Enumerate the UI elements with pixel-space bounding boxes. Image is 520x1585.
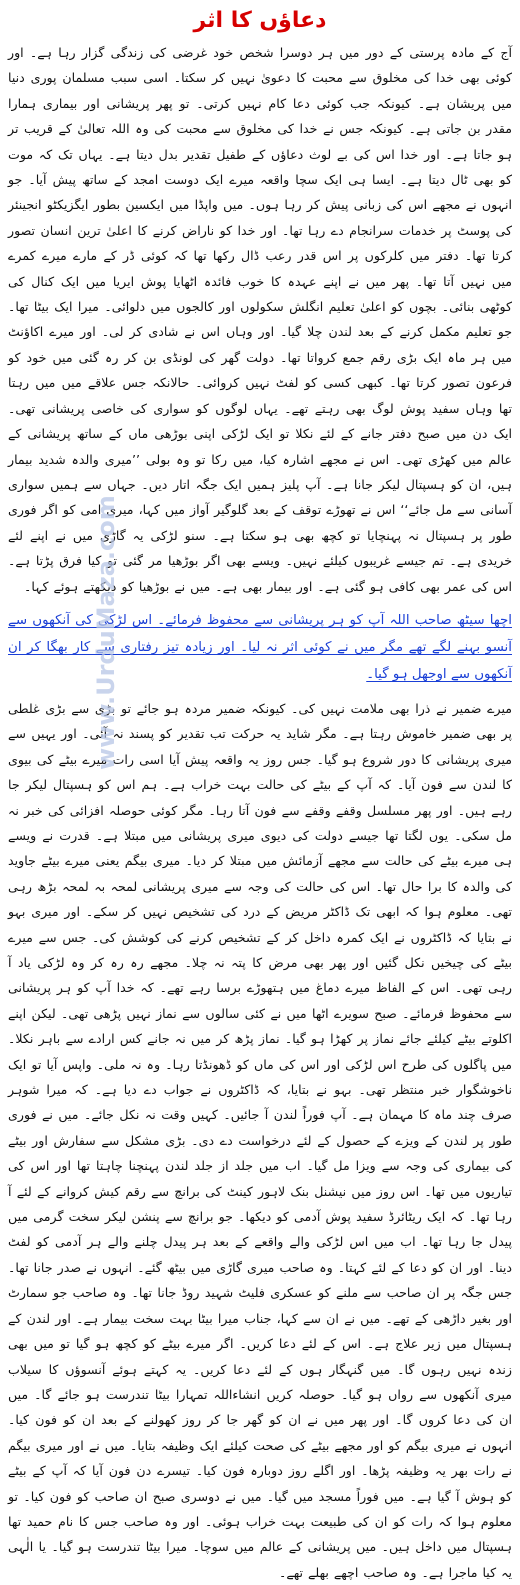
article-paragraph-2: میرے ضمیر نے ذرا بھی ملامت نہیں کی۔ کیونکہ ضمیر مردہ ہو جائے تو بڑی سے بڑی غلطی پر بھی ضمیر خاموش رہتا ہے۔ مگر شاید یہ حرکت تب تقدیر کو پسند نہ آئی۔ اور یہیں سے میری پریشانی کا دور شروع ہو گیا۔ جس روز یہ واقعہ پیش آیا اسی رات میرے بیٹے کی بیوی کا لندن سے فون آیا۔ کہ آپ کے بیٹے کی حالت بہت خراب ہے۔ ہم اس کو ہسپتال لیکر جا رہے ہیں۔ اور پھر مسلسل وقفے وقفے سے فون آتا رہا۔ مگر کوئی حوصلہ افزائی کی خبر نہ مل سکی۔ یوں لگتا تھا جیسے دولت کی دیوی میری پریشانی میں مبتلا ہے۔ قدرت نے ویسے ہی میرے بیٹے کی حالت سے مجھے آزمائش میں مبتلا کر دیا۔ میری بیگم یعنی میرے بیٹے جاوید کی والدہ کا برا حال تھا۔ اس کی حالت کی وجہ سے میری پریشانی لمحہ بہ لمحہ بڑھ رہی تھی۔ معلوم ہوا کہ ابھی تک ڈاکٹر مریض کے درد کی تشخیص نہیں کر سکے۔ اور میری بہو نے بتایا کہ ڈاکٹروں نے ایک کمرہ داخل کر کے تشخیص کرنے کی کوشش کی۔ جس سے میرے بیٹے کی چیخیں نکل گئیں اور پھر بھی مرض کا پتہ نہ چلا۔ مجھے رہ رہ کر وہ لڑکی یاد آ رہی تھی۔ اس کے الفاظ میرے دماغ میں ہتھوڑے برسا رہے تھے۔ کہ خدا آپ کو ہر پریشانی سے محفوظ فرمائے۔ صبح سویرے اٹھا میں نے کئی سالوں سے نماز نہیں پڑھی تھی۔ لیکن اپنے اکلوتے بیٹے کیلئے جائے نماز پر کھڑا ہو گیا۔ نماز پڑھ کر میں نہ جانے کس ارادے سے باہر نکلا۔ میں پاگلوں کی طرح اس لڑکی اور اس کی ماں کو ڈھونڈتا رہا۔ وہ نہ ملی۔ واپس آیا تو ایک ناخوشگوار خبر منتظر تھی۔ بہو نے بتایا، کہ ڈاکٹروں نے جواب دے دیا ہے۔ کہ میرا شوہر صرف چند ماہ کا مہمان ہے۔ آپ فوراً لندن آ جائیں۔ کہیں وقت نہ نکل جائے۔ میں نے فوری طور پر لندن کے ویزے کے حصول کے لئے درخواست دے دی۔ بڑی مشکل سے سفارش اور بیٹے کی بیماری کی وجہ سے ویزا مل گیا۔ اب میں جلد از جلد لندن پہنچنا چاہتا تھا اور اس کی تیاریوں میں تھا۔ اس روز میں نیشنل بنک لاہور کینٹ کی برانچ سے رقم کیش کروانے کے لئے آ رہا تھا۔ کہ ایک ریٹائرڈ سفید پوش آدمی کو دیکھا۔ جو برانچ سے پنشن لیکر سخت گرمی میں پیدل جا رہا تھا۔ اب میں اس لڑکی والے واقعے کے بعد ہر پیدل چلنے والے ہر آدمی کو لفٹ دینا۔ اور ان کو دعا کے لئے کہتا۔ وہ صاحب میری گاڑی میں بیٹھ گئے۔ انہوں نے صدر جانا تھا۔ جس جگہ پر ان صاحب سے ملنے کو عسکری فلیٹ شہید روڈ جانا تھا۔ وہ صاحب جو سمارٹ اور بغیر داڑھی کے تھے۔ میں نے ان سے کہا، جناب میرا بیٹا بہت سخت بیمار ہے۔ اور لندن کے ہسپتال میں زیر علاج ہے۔ اس کے لئے دعا کریں۔ اگر میرے بیٹے کو کچھ ہو گیا تو میں بھی زندہ نہیں رہوں گا۔ میں گنہگار ہوں کے لئے دعا کریں۔ یہ کہتے ہوئے آنسوؤں کا سیلاب میری آنکھوں سے رواں ہو گیا۔ حوصلہ کریں انشاءاللہ تمہارا بیٹا تندرست ہو جائے گا۔ میں ان کی دعا کروں گا۔ اور پھر میں نے ان کو گھر جا کر روز کھولنے کے بعد ان کو فون کیا۔ انہوں نے میری بیگم کو اور مجھے بیٹے کی صحت کیلئے ایک وظیفہ بتایا۔ میں نے اور میری بیگم نے رات بھر یہ وظیفہ پڑھا۔ اور اگلے روز دوبارہ فون کیا۔ تیسرے دن فون آیا کہ آپ کے بیٹے کو ہوش آ گیا ہے۔ میں فوراً مسجد میں گیا۔ میں نے دوسری صبح ان صاحب کو فون کیا۔ تو معلوم ہوا کہ رات کو ان کی طبیعت بہت خراب ہوئی۔ اور وہ صاحب جس کا نام حمید تھا ہسپتال میں داخل ہیں۔ میں پریشانی کے عالم میں سوچا۔ میرا بیٹا تندرست ہو گیا۔ یا الٰہی یہ کیا ماجرا ہے۔ وہ صاحب اچھے بھلے تھے۔	[8, 700, 512, 1580]
site-watermark: www.UrduMaza.com	[92, 495, 120, 770]
article-title: دعاؤں کا اثر	[193, 8, 327, 33]
article-paragraph-1: آج کے مادہ پرستی کے دور میں ہر دوسرا شخص خود غرضی کی زندگی گزار رہا ہے۔ اور کوئی بھی خدا کی مخلوق سے محبت کا دعویٰ نہیں کر سکتا۔ اسی سبب مسلمان پوری دنیا میں پریشان ہے۔ کیونکہ جب کوئی دعا کام نہیں کرتی۔ تو پھر پریشانی اور بیماری ہمارا مقدر بن جاتی ہے۔ کیونکہ جس نے خدا کی مخلوق سے محبت کی وہ اللہ تعالیٰ کے قریب تر ہو جاتا ہے۔ اور خدا اس کی بے لوث دعاؤں کے طفیل تقدیر بدل دیتا ہے۔ یہاں تک کہ موت کو بھی ٹال دیتا ہے۔ ایسا ہی ایک سچا واقعہ میرے ایک دوست امجد کے ساتھ پیش آیا۔ جو انہوں نے مجھے اس کی زبانی پیش کر رہا ہوں۔ میں واپڈا میں ایکسین بطور ایگزیکٹو انجینئر کی پوسٹ پر خدمات سرانجام دے رہا تھا۔ اور خدا کو ناراض کرنے کا اعلیٰ ترین انسان تصور کرتا تھا۔ دفتر میں کلرکوں پر اس قدر رعب ڈال رکھا تھا کہ کوئی ڈر کے مارے میرے کمرے میں نہیں آتا تھا۔ پھر میں نے اپنے عہدہ کا خوب فائدہ اٹھایا پوش ایریا میں ایک کنال کی کوٹھی بنائی۔ بچوں کو اعلیٰ تعلیم انگلش سکولوں اور کالجوں میں دلوائی۔ میرا ایک بیٹا تھا۔ جو تعلیم مکمل کرنے کے بعد لندن چلا گیا۔ اور وہاں اس نے شادی کر لی۔ اور میرے اکاؤنٹ میں ہر ماہ ایک بڑی رقم جمع کرواتا تھا۔ دولت گھر کی لونڈی بن کر رہ گئی میں خود کو فرعون تصور کرتا تھا۔ کبھی کسی کو لفٹ نہیں کروائی۔ حالانکہ جس علاقے میں میں رہتا تھا وہاں سفید پوش لوگ بھی رہتے تھے۔ یہاں لوگوں کو سواری کی خاصی پریشانی تھی۔ ایک دن میں صبح دفتر جانے کے لئے نکلا تو ایک لڑکی اپنی بوڑھی ماں کے ساتھ پریشانی کے عالم میں کھڑی تھی۔ اس نے مجھے اشارہ کیا، میں رکا تو وہ بولی ’’میری والدہ شدید بیمار ہیں، ان کو ہسپتال لیکر جانا ہے۔ آپ پلیز ہمیں ایک جگہ اتار دیں۔ جہاں سے ہمیں سواری آسانی سے مل جائے‘‘ اس نے تھوڑے توقف کے بعد گلوگیر آواز میں کہا، میری امی کو اگر فوری طور پر ہسپتال نہ پہنچایا تو کچھ بھی ہو سکتا ہے۔ سنو لڑکی یہ گاڑی میں نے اپنے لئے خریدی ہے۔ تم جیسے غریبوں کیلئے نہیں۔ ویسے بھی اگر بوڑھیا مر گئی تو کیا فرق پڑتا ہے۔ اس کی عمر بھی کافی ہو گئی ہے۔ اور بیمار بھی ہے۔ میں نے بوڑھیا کو دیکھتے ہوئے کہا۔	[8, 45, 512, 594]
highlighted-quote: اچھا سیٹھ صاحب اللہ آپ کو ہر پریشانی سے محفوظ فرمائے۔ اس لڑکی کی آنکھوں سے آنسو بہنے لگے تھے مگر میں نے کوئی اثر نہ لیا۔ اور زیادہ تیز رفتاری سے کار بھگا کر ان آنکھوں سے اوجھل ہو گیا۔	[8, 612, 512, 682]
